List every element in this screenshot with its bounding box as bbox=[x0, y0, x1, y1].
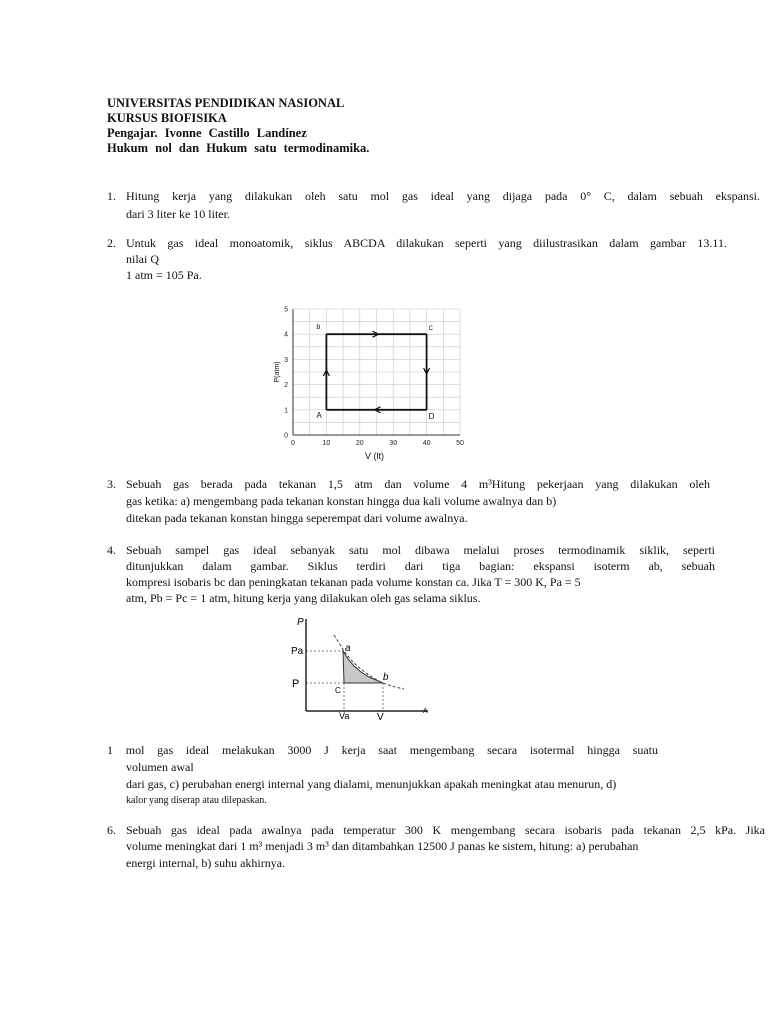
question-number: 1. bbox=[107, 189, 116, 203]
university-name: UNIVERSITAS PENDIDIKAN NASIONAL bbox=[107, 96, 345, 110]
question-text: dari 3 liter ke 10 liter. bbox=[126, 207, 230, 221]
point-label-b: B bbox=[316, 325, 321, 332]
question-text: ditekan pada tekanan konstan hingga seperempat dari volume awalnya. bbox=[126, 511, 468, 525]
pa-label: Pa bbox=[291, 646, 304, 657]
point-label-d: D bbox=[428, 411, 435, 421]
y-tick-label: 1 bbox=[284, 407, 288, 415]
v-label: V bbox=[377, 712, 384, 723]
x-tick-label: 20 bbox=[355, 440, 364, 447]
point-b-label: b bbox=[383, 672, 389, 683]
y-tick-label: 0 bbox=[284, 432, 288, 440]
topic-title: Hukum nol dan Hukum satu termodinamika. bbox=[107, 141, 370, 155]
x-tick-label: 40 bbox=[422, 440, 431, 447]
y-tick-label: 2 bbox=[284, 382, 288, 390]
va-label: Va bbox=[339, 711, 350, 721]
x-tick-label: 0 bbox=[291, 440, 295, 447]
question-number: 4. bbox=[107, 543, 116, 557]
question-text: Sebuah gas ideal pada awalnya pada temperatur 300 K mengembang secara isobaris pada tekanan 2,5 kPa. Jika bbox=[126, 823, 765, 837]
question-number: 2. bbox=[107, 236, 116, 250]
x-tick-label: 50 bbox=[456, 440, 464, 447]
point-label-a: A bbox=[316, 410, 322, 420]
chart-labels bbox=[316, 325, 434, 421]
question-text: Sebuah sampel gas ideal sebanyak satu mol dibawa melalui proses termodinamik siklik, seperti bbox=[126, 543, 715, 557]
x-axis-label: A bbox=[423, 708, 428, 715]
y-axis-label: P bbox=[297, 617, 304, 628]
question-text: gas ketika: a) mengembang pada tekanan konstan hingga dua kali volume awalnya dan b) bbox=[126, 494, 557, 508]
question-text: dari gas, c) perubahan energi internal yang dialami, menunjukkan apakah meningkat atau menurun, d) bbox=[126, 777, 617, 791]
point-c-label: C bbox=[335, 686, 341, 695]
y-axis-title: P(atm) bbox=[274, 361, 281, 383]
question-text: volume meningkat dari 1 m³ menjadi 3 m³ dan ditambahkan 12500 J panas ke sistem, hitung: a) perubahan bbox=[126, 839, 639, 853]
question-2 bbox=[107, 236, 727, 282]
question-text: Sebuah gas berada pada tekanan 1,5 atm dan volume 4 m³Hitung pekerjaan yang dilakukan oleh bbox=[126, 477, 710, 491]
question-text: kompresi isobaris bc dan peningkatan tekanan pada volume konstan ca. Jika T = 300 K, Pa = 5 bbox=[126, 575, 581, 589]
isotherm-cycle-diagram bbox=[286, 613, 436, 725]
x-tick-label: 10 bbox=[322, 440, 331, 447]
question-text: ditunjukkan dalam gambar. Siklus terdiri dari tiga bagian: ekspansi isoterm ab, sebuah bbox=[126, 559, 715, 573]
question-text: volumen awal bbox=[126, 760, 194, 774]
point-label-c: C bbox=[428, 326, 433, 333]
course-name: KURSUS BIOFISIKA bbox=[107, 111, 227, 125]
question-3 bbox=[107, 477, 710, 525]
y-tick-label: 4 bbox=[284, 331, 288, 339]
question-number: 6. bbox=[107, 823, 116, 837]
p-label: P bbox=[292, 678, 300, 690]
cycle-area bbox=[343, 651, 383, 683]
pv-cycle-chart bbox=[266, 300, 476, 462]
question-4 bbox=[107, 543, 715, 605]
question-text: energi internal, b) suhu akhirnya. bbox=[126, 856, 286, 870]
question-text: nilai Q bbox=[126, 252, 159, 266]
question-5 bbox=[107, 743, 658, 808]
chart-axes bbox=[274, 307, 464, 462]
y-tick-label: 5 bbox=[284, 306, 288, 314]
question-text: Untuk gas ideal monoatomik, siklus ABCDA dilakukan seperti yang diilustrasikan dalam gambar 13.11. bbox=[126, 236, 727, 250]
question-text: atm, Pb = Pc = 1 atm, hitung kerja yang dilakukan oleh gas selama siklus. bbox=[126, 591, 481, 605]
point-a-label: a bbox=[345, 643, 351, 654]
question-text: 1 atm = 105 Pa. bbox=[126, 268, 202, 282]
question-number: 3. bbox=[107, 477, 116, 491]
question-6 bbox=[107, 823, 765, 870]
x-tick-label: 30 bbox=[389, 440, 398, 447]
document-header bbox=[107, 96, 369, 156]
lecturer-name: Pengajar. Ivonne Castillo Landínez bbox=[107, 126, 307, 140]
question-text: 1 mol gas ideal melakukan 3000 J kerja saat mengembang secara isotermal hingga suatu bbox=[107, 743, 658, 757]
x-axis-title: V (lt) bbox=[365, 451, 384, 461]
y-tick-label: 3 bbox=[284, 356, 288, 364]
question-text: kalor yang diserap atau dilepaskan. bbox=[126, 795, 267, 806]
question-1 bbox=[107, 189, 760, 221]
question-text: Hitung kerja yang dilakukan oleh satu mol gas ideal yang dijaga pada 0° C, dalam sebuah ekspansi. bbox=[126, 189, 760, 203]
